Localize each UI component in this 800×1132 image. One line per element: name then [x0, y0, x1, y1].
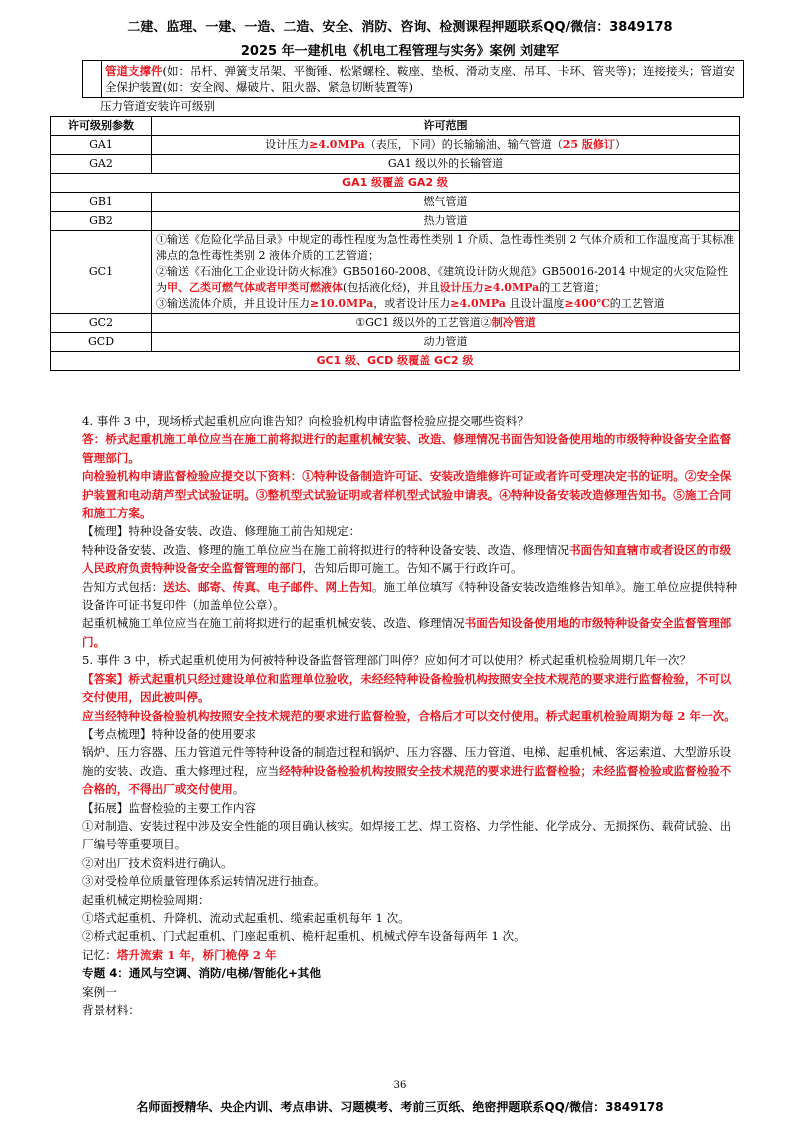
scope-cell: ①GC1 级以外的工艺管道②制冷管道 — [152, 314, 740, 333]
extension-heading: 【拓展】监督检验的主要工作内容 — [82, 800, 256, 815]
intro-box-label-cell — [83, 61, 102, 97]
level-cell: GC2 — [51, 314, 152, 333]
level-cell: GCD — [51, 333, 152, 352]
background-label: 背景材料： — [82, 1003, 140, 1017]
table-row — [51, 193, 740, 212]
table-row — [51, 333, 740, 352]
level-cell: GB1 — [51, 193, 152, 212]
review-paragraph-3: 起重机械施工单位应当在施工前将拟进行的起重机械安装、改造、修理情况书面告知设备使用地的市级特种设备安全监督管理部门。 — [82, 616, 732, 649]
ga-coverage-note: GA1 级覆盖 GA2 级 — [51, 174, 740, 193]
level-cell: GA2 — [51, 155, 152, 174]
case-label: 案例一 — [82, 984, 117, 999]
table-row — [51, 136, 740, 155]
extension-item-3: ③对受检单位质量管理体系运转情况进行抽查。 — [82, 874, 326, 889]
intro-red-term: 管道支撑件 — [105, 64, 163, 78]
extension-item-2: ②对出厂技术资料进行确认。 — [82, 855, 233, 870]
answer-4-part-2: 向检验机构申请监督检验应提交以下资料：①特种设备制造许可证、安装改造维修许可证或者许可受理决定书的证明。②安全保护装置和电动葫芦型式试验证明。③整机型式试验证明或者样机型式试验申请表。④特种设备安装改造修理告知书。⑤施工合同和施工方案。 — [82, 469, 732, 521]
key-point-paragraph: 锅炉、压力容器、压力管道元件等特种设备的制造过程和锅炉、压力容器、压力管道、电梯、起重机械、客运索道、大型游乐设施的安装、改造、重大修理过程，应当经特种设备检验机构按照安全技术规范的要求进行监督检验；未经监督检验或监督检验不合格的，不得出厂或交付使用。 — [82, 745, 732, 797]
level-cell: GC1 — [51, 231, 152, 314]
table-row — [51, 314, 740, 333]
review-paragraph-1: 特种设备安装、改造、修理的施工单位应当在施工前将拟进行的特种设备安装、改造、修理情况书面告知直辖市或者设区的市级人民政府负责特种设备安全监督管理的部门，告知后即可施工。告知不属于行政许可。 — [82, 542, 732, 576]
body-text — [82, 412, 742, 1019]
period-item-2: ②桥式起重机、门式起重机、门座起重机、桅杆起重机、机械式停车设备每两年 1 次。 — [82, 929, 526, 944]
page-number: 36 — [393, 1080, 407, 1091]
table-note-row — [51, 174, 740, 193]
period-item-1: ①塔式起重机、升降机、流动式起重机、缆索起重机每年 1 次。 — [82, 910, 410, 925]
top-contact-line: 二建、监理、一建、一造、二造、安全、消防、咨询、检测课程押题联系QQ/微信：3849178 — [127, 20, 673, 35]
table-title: 压力管道安装许可级别 — [100, 99, 215, 113]
license-table — [50, 116, 740, 371]
scope-cell: 燃气管道 — [152, 193, 740, 212]
table-row — [51, 155, 740, 174]
question-5: 5. 事件 3 中，桥式起重机使用为何被特种设备监督管理部门叫停？应如何才可以使用？桥式起重机检验周期几年一次？ — [82, 653, 692, 668]
intro-box-text — [105, 63, 739, 95]
col-header-level: 许可级别参数 — [51, 117, 152, 136]
intro-box — [82, 60, 744, 98]
gc1-item-2: ②输送《石油化工企业设计防火标准》GB50160-2008、《建筑设计防火规范》GB50016-2014 中规定的火灾危险性为甲、乙类可燃气体或者甲类可燃液体(包括液化烃)，并且设计压力≥4.0MPa的工艺管道； — [156, 265, 729, 294]
level-cell: GB2 — [51, 212, 152, 231]
level-cell: GA1 — [51, 136, 152, 155]
table-note-row — [51, 352, 740, 371]
col-header-scope: 许可范围 — [152, 117, 740, 136]
gc1-item-3: ③输送流体介质，并且设计压力≥10.0MPa，或者设计压力≥4.0MPa 且设计温度≥400℃的工艺管道 — [156, 297, 665, 310]
gc1-item-1: ①输送《危险化学品目录》中规定的毒性程度为急性毒性类别 1 介质、急性毒性类别 2 气体介质和工作温度高于其标准沸点的急性毒性类别 2 液体介质的工艺管道； — [156, 233, 734, 262]
gc-coverage-note: GC1 级、GCD 级覆盖 GC2 级 — [51, 352, 740, 371]
table-header-row — [51, 117, 740, 136]
period-heading: 起重机械定期检验周期： — [82, 892, 210, 907]
key-point-heading: 【考点梳理】特种设备的使用要求 — [82, 726, 256, 741]
topic-title: 专题 4：通风与空调、消防/电梯/智能化+其他 — [82, 966, 321, 981]
review-paragraph-2: 告知方式包括：送达、邮寄、传真、电子邮件、网上告知。施工单位填写《特种设备安装改造维修告知单》。施工单位应提供特种设备许可证书复印件（加盖单位公章）。 — [82, 579, 738, 613]
extension-item-1: ①对制造、安装过程中涉及安全性能的项目确认核实。如焊接工艺、焊工资格、力学性能、化学成分、无损探伤、载荷试验、出厂编号等重要项目。 — [82, 818, 732, 852]
scope-cell: 热力管道 — [152, 212, 740, 231]
review-heading: 【梳理】特种设备安装、改造、修理施工前告知规定： — [82, 524, 361, 539]
answer-5-part-1: 【答案】桥式起重机只经过建设单位和监理单位验收，未经经特种设备检验机构按照安全技术规范的要求进行监督检验，不可以交付使用，因此被叫停。 — [82, 671, 732, 705]
page-title: 2025 年一建机电《机电工程管理与实务》案例 刘建军 — [240, 44, 560, 59]
intro-text: (如：吊杆、弹簧支吊架、平衡锤、松紧螺栓、鞍座、垫板、滑动支座、吊耳、卡环、管夹等)；连接接头；管道安全保护装置(如：安全阀、爆破片、阻火器、紧急切断装置等) — [105, 64, 735, 94]
table-row — [51, 231, 740, 314]
scope-cell: GA1 级以外的长输管道 — [152, 155, 740, 174]
scope-cell: 动力管道 — [152, 333, 740, 352]
memory-line: 记忆：塔升流索 1 年，桥门桅停 2 年 — [82, 947, 277, 962]
footer-contact-line: 名师面授精华、央企内训、考点串讲、习题模考、考前三页纸、绝密押题联系QQ/微信：3849178 — [136, 1100, 664, 1114]
scope-cell: 设计压力≥4.0MPa（表压，下同）的长输输油、输气管道（25 版修订） — [152, 136, 740, 155]
table-row — [51, 212, 740, 231]
answer-5-part-2: 应当经特种设备检验机构按照安全技术规范的要求进行监督检验，合格后才可以交付使用。桥式起重机检验周期为每 2 年一次。 — [82, 708, 736, 723]
question-4: 4. 事件 3 中，现场桥式起重机应向谁告知？向检验机构申请监督检验应提交哪些资料？ — [82, 414, 529, 428]
scope-cell — [152, 231, 740, 314]
answer-4-part-1: 答：桥式起重机施工单位应当在施工前将拟进行的起重机械安装、改造、修理情况书面告知设备使用地的市级特种设备安全监督管理部门。 — [82, 432, 732, 465]
